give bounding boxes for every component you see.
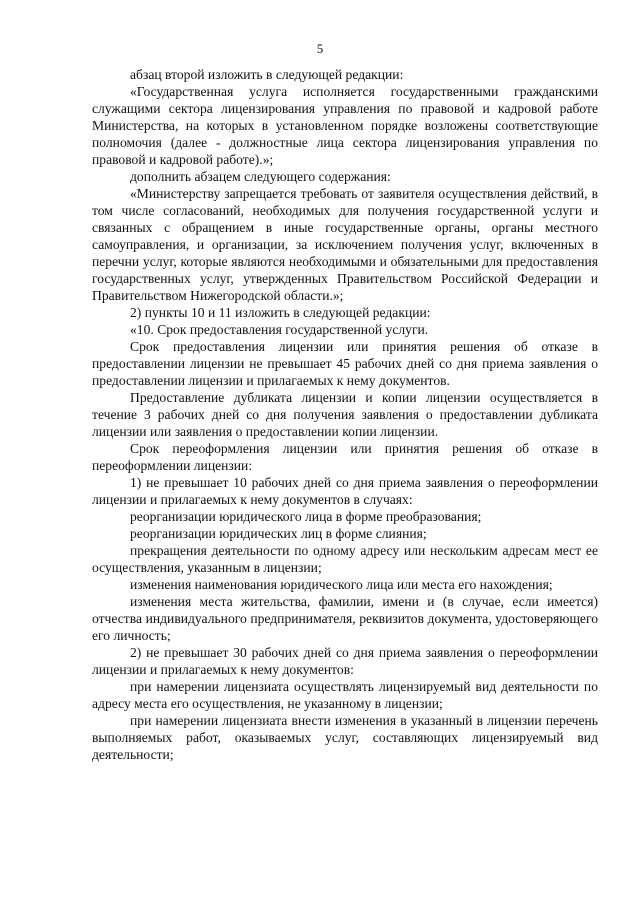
paragraph: «Министерству запрещается требовать от заявителя осуществления действий, в том числе согласований, необходимых для получения государственной услуги и связанных с обращением в иные государственные органы, органы местного самоуправления, и организации, за исключением получения услуг, включенных в перечни услуг, которые являются необходимыми и обязательными для предоставления государственных услуг, утвержденных Правительством Российской Федерации и Правительством Нижегородской области.»;	[92, 186, 598, 303]
paragraph: изменения места жительства, фамилии, имени и (в случае, если имеется) отчества индивидуального предпринимателя, реквизитов документа, удостоверяющего его личность;	[92, 594, 598, 643]
document-body	[92, 66, 598, 763]
paragraph: дополнить абзацем следующего содержания:	[130, 169, 391, 184]
paragraph: 1) не превышает 10 рабочих дней со дня приема заявления о переоформлении лицензии и прилагаемых к нему документов в случаях:	[92, 475, 598, 507]
paragraph: Срок переоформления лицензии или принятия решения об отказе в переоформлении лицензии:	[92, 441, 598, 473]
paragraph: Предоставление дубликата лицензии и копии лицензии осуществляется в течение 3 рабочих дней со дня получения заявления о предоставлении дубликата лицензии или заявления о предоставлении копии лицензии.	[92, 390, 598, 439]
paragraph: прекращения деятельности по одному адресу или нескольким адресам мест ее осуществления, указанным в лицензии;	[92, 543, 598, 575]
paragraph: реорганизации юридических лиц в форме слияния;	[130, 526, 427, 541]
paragraph: «Государственная услуга исполняется государственными гражданскими служащими сектора лицензирования управления по правовой и кадровой работе Министерства, на которых в установленном порядке возложены соответствующие полномочия (далее - должностные лица сектора лицензирования управления по правовой и кадровой работе).»;	[92, 84, 598, 167]
paragraph: Срок предоставления лицензии или принятия решения об отказе в предоставлении лицензии не превышает 45 рабочих дней со дня приема заявления о предоставлении лицензии и прилагаемых к нему документов.	[92, 339, 598, 388]
paragraph: абзац второй изложить в следующей редакции:	[130, 67, 404, 82]
paragraph: изменения наименования юридического лица или места его нахождения;	[130, 577, 553, 592]
paragraph: реорганизации юридического лица в форме преобразования;	[130, 509, 482, 524]
page-number: 5	[316, 41, 324, 56]
paragraph: 2) пункты 10 и 11 изложить в следующей редакции:	[130, 305, 431, 320]
paragraph: при намерении лицензиата внести изменения в указанный в лицензии перечень выполняемых работ, оказываемых услуг, составляющих лицензируемый вид деятельности;	[92, 713, 598, 762]
paragraph: «10. Срок предоставления государственной услуги.	[130, 322, 429, 337]
paragraph: 2) не превышает 30 рабочих дней со дня приема заявления о переоформлении лицензии и прилагаемых к нему документов:	[92, 645, 598, 677]
paragraph: при намерении лицензиата осуществлять лицензируемый вид деятельности по адресу места его осуществления, не указанному в лицензии;	[92, 679, 598, 711]
